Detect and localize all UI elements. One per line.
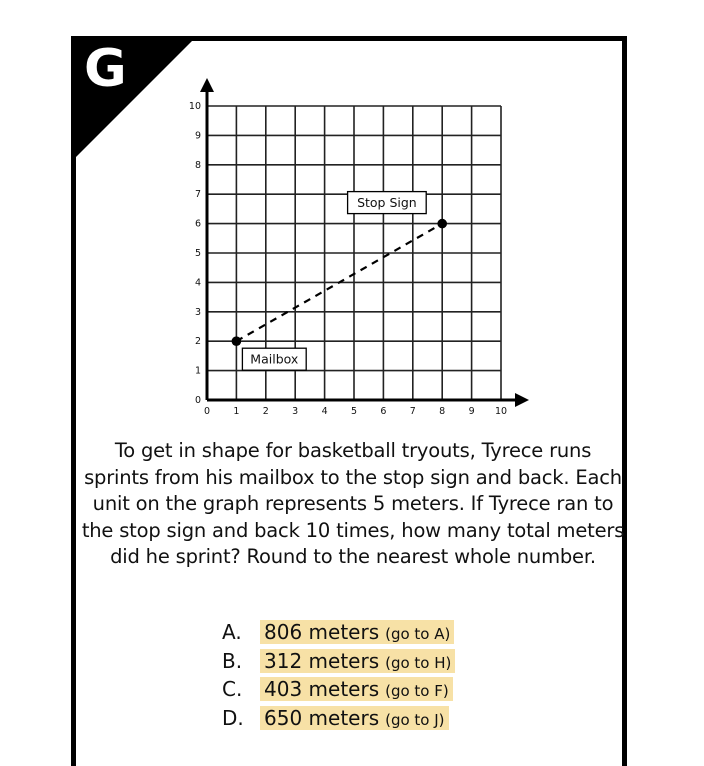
x-tick-label: 10 — [494, 406, 508, 417]
option-answer: 806 meters — [264, 620, 380, 644]
option-goto: (go to F) — [385, 682, 449, 700]
y-axis-arrow — [200, 78, 214, 92]
x-tick-label: 7 — [409, 406, 416, 417]
option-answer: 650 meters — [264, 705, 380, 730]
point-marker — [437, 219, 447, 229]
option-goto: (go to J) — [385, 710, 445, 729]
option-d[interactable] — [222, 706, 455, 735]
y-tick-label: 4 — [194, 277, 201, 289]
question-text: To get in shape for basketball tryouts, Tyrece runs sprints from his mailbox to the stop sign and back. Each unit on the graph represents 5 meters. If Tyrece ran to the stop sign and back 10 times, how many total meters did he sprint? Round to the nearest whole number. — [81, 439, 625, 568]
point-label: Mailbox — [250, 351, 299, 367]
option-highlight — [260, 706, 449, 730]
option-goto: (go to A) — [385, 625, 451, 643]
x-tick-label: 5 — [350, 406, 358, 417]
x-tick-label: 1 — [233, 406, 240, 417]
x-tick-label: 3 — [292, 406, 299, 417]
y-tick-label: 0 — [194, 395, 201, 406]
option-letter: A. — [222, 620, 242, 644]
y-tick-label: 6 — [194, 218, 201, 230]
option-goto: (go to H) — [385, 653, 452, 672]
x-tick-label: 8 — [439, 406, 446, 417]
x-tick-label: 9 — [468, 406, 475, 417]
y-tick-label: 9 — [194, 130, 201, 142]
y-tick-label: 2 — [194, 336, 201, 348]
y-tick-label: 5 — [194, 248, 201, 259]
x-tick-label: 0 — [203, 406, 211, 417]
option-highlight — [260, 620, 454, 644]
option-answer: 312 meters — [264, 648, 380, 673]
x-tick-label: 2 — [262, 406, 269, 417]
y-tick-label: 1 — [194, 365, 201, 377]
y-tick-label: 7 — [194, 189, 201, 201]
option-highlight — [260, 677, 453, 701]
x-axis-arrow — [515, 393, 529, 407]
y-tick-label: 10 — [188, 101, 201, 112]
option-answer: 403 meters — [264, 677, 380, 701]
option-a[interactable] — [222, 620, 455, 649]
option-letter: B. — [222, 648, 243, 673]
point-label: Stop Sign — [357, 195, 417, 211]
option-letter: C. — [222, 677, 243, 701]
option-highlight — [260, 649, 455, 673]
x-tick-label: 6 — [380, 406, 387, 417]
y-tick-label: 8 — [194, 159, 201, 171]
answer-options — [222, 620, 455, 734]
y-tick-label: 3 — [194, 306, 201, 318]
card-letter: G — [84, 39, 127, 99]
option-c[interactable] — [222, 677, 455, 706]
x-tick-label: 4 — [321, 406, 328, 417]
option-letter: D. — [222, 705, 244, 730]
option-b[interactable] — [222, 649, 455, 678]
point-marker — [232, 336, 242, 346]
